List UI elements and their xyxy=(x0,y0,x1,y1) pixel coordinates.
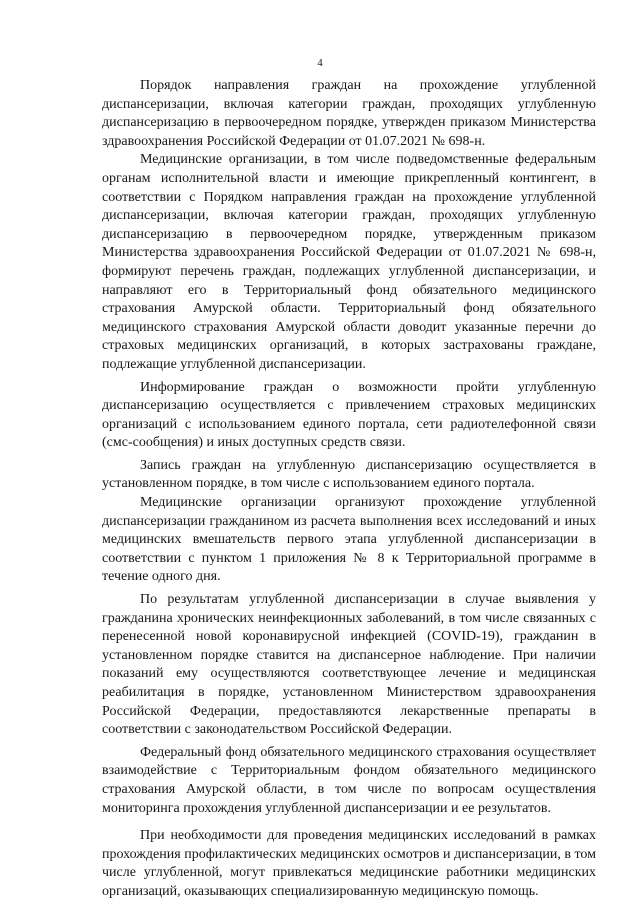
paragraph-examination-results: По результатам углубленной диспансеризации в случае выявления у гражданина хронических неинфекционных заболеваний, в том числе связанных с перенесенной новой коронавирусной инфекцией (COVID-19), гражданин в установленном порядке ставится на диспансерное наблюдение. При наличии показаний ему осуществляются соответствующее лечение и медицинская реабилитация в порядке, установленном Министерством здравоохранения Российской Федерации, предоставляются лекарственные препараты в соответствии с законодательством Российской Федерации. xyxy=(102,592,596,738)
document-body xyxy=(102,77,596,902)
paragraph-one-day-examination: Медицинские организации организуют прохождение углубленной диспансеризации гражданином из расчета выполнения всех исследований и иных медицинских вмешательств первого этапа углубленной диспансеризации в соответствии с пунктом 1 приложения № 8 к Территориальной программе в течение одного дня. xyxy=(102,495,596,585)
paragraph-citizen-informing: Информирование граждан о возможности пройти углубленную диспансеризацию осуществляется с привлечением страховых медицинских организаций с использованием единого портала, сети радиотелефонной связи (смс-сообщения) и иных доступных средств связи. xyxy=(102,379,596,451)
paragraph-appointment-booking: Запись граждан на углубленную диспансеризацию осуществляется в установленном порядке, в том числе с использованием единого портала. xyxy=(102,457,596,492)
paragraph-federal-fund-interaction: Федеральный фонд обязательного медицинского страхования осуществляет взаимодействие с Территориальным фондом обязательного медицинского страхования Амурской области, в том числе по вопросам осуществления мониторинга прохождения углубленной диспансеризации и ее результатов. xyxy=(102,744,596,816)
paragraph-referral-procedure: Порядок направления граждан на прохождение углубленной диспансеризации, включая категории граждан, проходящих углубленную диспансеризацию в первоочередном порядке, утвержден приказом Министерства здравоохранения Российской Федерации от 01.07.2021 № 698-н. xyxy=(102,78,596,149)
paragraph-medical-organizations-lists: Медицинские организации, в том числе подведомственные федеральным органам исполнительной власти и имеющие прикрепленный контингент, в соответствии с Порядком направления граждан на прохождение углубленной диспансеризации, включая категории граждан, проходящих углубленную диспансеризацию в первоочередном порядке, утвержденным приказом Министерства здравоохранения Российской Федерации от 01.07.2021 № 698-н, формируют перечень граждан, подлежащих углубленной диспансеризации, и направляют его в Территориальный фонд обязательного медицинского страхования Амурской области. Территориальный фонд обязательного медицинского страхования Амурской области доводит указанные перечни до страховых медицинских организаций, в которых застрахованы граждане, подлежащие углубленной диспансеризации. xyxy=(102,152,596,372)
paragraph-specialist-involvement: При необходимости для проведения медицинских исследований в рамках прохождения профилактических медицинских осмотров и диспансеризации, в том числе углубленной, могут привлекаться медицинские работники медицинских организаций, оказывающих специализированную медицинскую помощь. xyxy=(102,828,596,899)
page-number: 4 xyxy=(317,58,323,69)
